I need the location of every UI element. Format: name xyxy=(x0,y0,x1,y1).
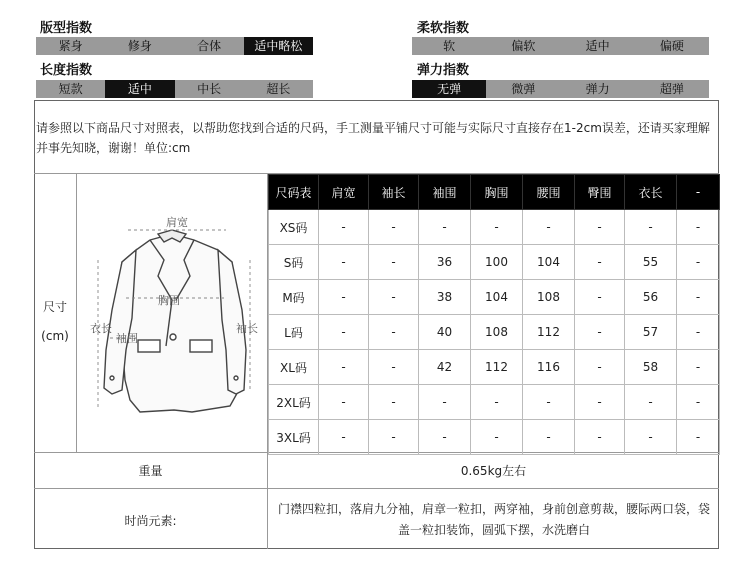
sleeve-girth-label: 袖围 xyxy=(116,332,138,345)
table-cell: - xyxy=(625,385,677,420)
index-option: 修身 xyxy=(127,39,152,53)
table-cell: - xyxy=(319,350,369,385)
table-cell: 56 xyxy=(625,280,677,315)
table-cell: 112 xyxy=(471,350,523,385)
table-row xyxy=(269,420,720,455)
table-cell: - xyxy=(677,420,720,455)
table-cell: 108 xyxy=(523,280,575,315)
index-option: 偏软 xyxy=(511,39,536,53)
table-cell: - xyxy=(677,315,720,350)
table-header-cell: 腰围 xyxy=(523,175,575,210)
table-cell: - xyxy=(319,315,369,350)
table-cell: - xyxy=(575,350,625,385)
shoulder-width-label: 肩宽 xyxy=(166,216,188,229)
length-index-options xyxy=(36,80,313,98)
index-option: 无弹 xyxy=(412,80,486,98)
index-option: 适中略松 xyxy=(244,37,313,55)
table-cell: - xyxy=(625,420,677,455)
table-cell: - xyxy=(369,350,419,385)
table-header-cell: 袖长 xyxy=(369,175,419,210)
table-cell: 38 xyxy=(419,280,471,315)
table-header-cell: 袖围 xyxy=(419,175,471,210)
table-cell: XL码 xyxy=(269,350,319,385)
table-cell: - xyxy=(471,210,523,245)
table-cell: - xyxy=(575,245,625,280)
table-cell: - xyxy=(419,210,471,245)
table-cell: - xyxy=(319,245,369,280)
table-cell: - xyxy=(523,385,575,420)
table-row xyxy=(269,210,720,245)
table-cell: - xyxy=(419,420,471,455)
softness-index-options xyxy=(412,37,709,55)
table-header-cell: - xyxy=(677,175,720,210)
table-row xyxy=(269,315,720,350)
softness-index-title: 柔软指数 xyxy=(417,21,470,36)
table-cell: - xyxy=(575,315,625,350)
index-option: 中长 xyxy=(197,82,222,96)
index-option: 超长 xyxy=(266,82,291,96)
elasticity-index-options xyxy=(412,80,709,98)
size-table xyxy=(268,174,720,455)
index-option: 软 xyxy=(443,39,456,53)
fit-index-options xyxy=(36,37,313,55)
table-cell: XS码 xyxy=(269,210,319,245)
table-cell: 42 xyxy=(419,350,471,385)
table-cell: - xyxy=(369,245,419,280)
table-row xyxy=(269,280,720,315)
index-option: 微弹 xyxy=(511,82,536,96)
length-index-title: 长度指数 xyxy=(40,63,93,78)
table-cell: 58 xyxy=(625,350,677,385)
table-cell: - xyxy=(319,210,369,245)
table-cell: 40 xyxy=(419,315,471,350)
table-cell: 116 xyxy=(523,350,575,385)
table-cell: L码 xyxy=(269,315,319,350)
table-cell: - xyxy=(419,385,471,420)
table-cell: - xyxy=(369,420,419,455)
table-cell: - xyxy=(677,385,720,420)
table-cell: - xyxy=(523,210,575,245)
table-header-cell: 臀围 xyxy=(575,175,625,210)
index-option: 短款 xyxy=(58,82,83,96)
weight-label: 重量 xyxy=(138,464,163,478)
table-row xyxy=(269,385,720,420)
table-header-cell: 胸围 xyxy=(471,175,523,210)
chest-label: 胸围 xyxy=(158,294,180,307)
table-cell: - xyxy=(677,210,720,245)
index-option: 合体 xyxy=(197,39,222,53)
table-cell: M码 xyxy=(269,280,319,315)
table-cell: - xyxy=(575,385,625,420)
index-option: 适中 xyxy=(105,80,174,98)
table-cell: 100 xyxy=(471,245,523,280)
table-cell: - xyxy=(677,280,720,315)
table-cell: - xyxy=(677,245,720,280)
table-cell: 104 xyxy=(523,245,575,280)
weight-value: 0.65kg左右 xyxy=(460,464,527,478)
size-unit-label xyxy=(34,298,76,343)
table-row xyxy=(269,245,720,280)
table-cell: 57 xyxy=(625,315,677,350)
table-cell: 112 xyxy=(523,315,575,350)
index-option: 紧身 xyxy=(58,39,83,53)
table-cell: - xyxy=(523,420,575,455)
table-header-cell: 衣长 xyxy=(625,175,677,210)
table-cell: - xyxy=(575,420,625,455)
table-cell: - xyxy=(575,280,625,315)
table-cell: - xyxy=(471,420,523,455)
size-label: 尺寸 xyxy=(42,300,67,314)
table-cell: 55 xyxy=(625,245,677,280)
unit-label: (cm) xyxy=(41,329,69,343)
table-cell: - xyxy=(369,315,419,350)
jacket-diagram xyxy=(80,200,265,440)
body-length-label: 衣长 xyxy=(90,322,112,335)
table-header-row xyxy=(269,175,720,210)
fashion-elements-label: 时尚元素: xyxy=(124,514,177,528)
table-cell: - xyxy=(319,385,369,420)
table-header-cell: 肩宽 xyxy=(319,175,369,210)
table-cell: 36 xyxy=(419,245,471,280)
table-cell: S码 xyxy=(269,245,319,280)
table-cell: - xyxy=(575,210,625,245)
table-row xyxy=(269,350,720,385)
table-cell: - xyxy=(369,210,419,245)
fashion-elements-value: 门襟四粒扣，落肩九分袖，肩章一粒扣，两穿袖，身前创意剪裁，腰际两口袋，袋盖一粒扣装饰，圆弧下摆，水洗磨白 xyxy=(278,502,711,537)
elasticity-index-title: 弹力指数 xyxy=(417,63,470,78)
table-cell: 108 xyxy=(471,315,523,350)
table-cell: - xyxy=(369,385,419,420)
index-option: 弹力 xyxy=(585,82,610,96)
table-cell: 3XL码 xyxy=(269,420,319,455)
fit-index-title: 版型指数 xyxy=(40,21,93,36)
index-option: 适中 xyxy=(585,39,610,53)
table-cell: 104 xyxy=(471,280,523,315)
table-header-cell: 尺码表 xyxy=(269,175,319,210)
table-cell: - xyxy=(319,420,369,455)
table-cell: - xyxy=(369,280,419,315)
sleeve-length-label: 袖长 xyxy=(236,322,258,335)
divider xyxy=(76,173,77,452)
table-cell: 2XL码 xyxy=(269,385,319,420)
table-cell: - xyxy=(471,385,523,420)
divider xyxy=(34,488,719,489)
table-cell: - xyxy=(319,280,369,315)
table-cell: - xyxy=(677,350,720,385)
table-cell: - xyxy=(625,210,677,245)
index-option: 超弹 xyxy=(659,82,684,96)
measurement-note: 请参照以下商品尺寸对照表，以帮助您找到合适的尺码，手工测量平铺尺寸可能与实际尺寸直接存在1-2cm误差，还请买家理解并事先知晓，谢谢！单位:cm xyxy=(36,121,710,155)
index-option: 偏硬 xyxy=(659,39,684,53)
